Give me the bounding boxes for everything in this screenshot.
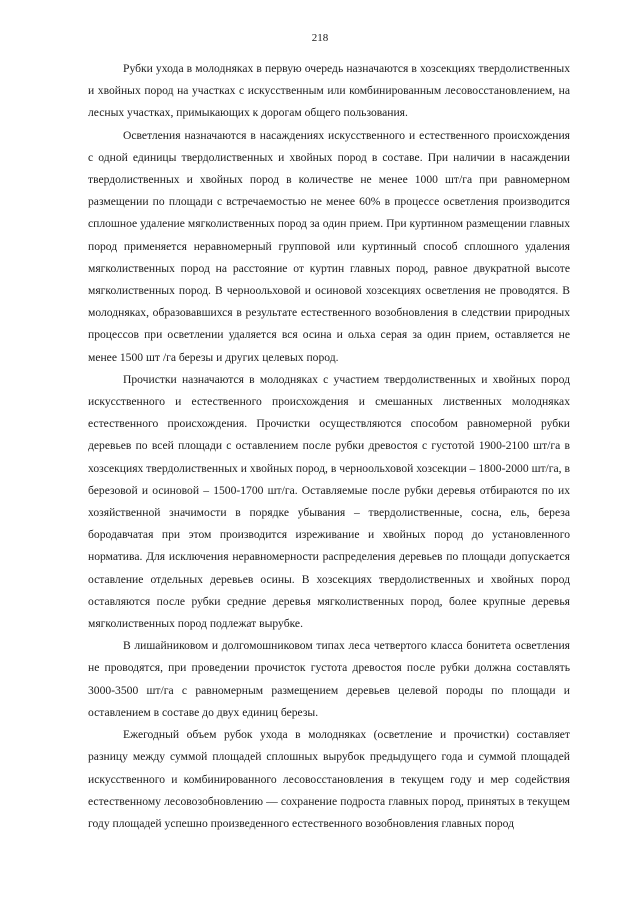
paragraph-2: Осветления назначаются в насаждениях искусственного и естественного происхождения с одной единицы твердолиственных и хвойных пород в составе. При наличии в насаждении твердолиственных и хвойных пород в количестве не менее 1000 шт/га при равномерном размещении по площади с встречаемостью не менее 60% в процессе осветления производится сплошное удаление мягколиственных пород за один прием. При куртинном размещении главных пород применяется неравномерный групповой или куртинный способ сплошного удаления мягколиственных пород на расстояние от куртин главных пород, равное двукратной высоте мягколиственных пород. В черноольховой и осиновой хозсекциях осветления не проводятся. В молодняках, образовавшихся в результате естественного возобновления в следствии природных процессов при осветлении удаляется вся осина и ольха серая за один прием, оставляется не менее 1500 шт /га березы и других целевых пород. — [88, 128, 570, 364]
paragraph-3: Прочистки назначаются в молодняках с участием твердолиственных и хвойных пород искусственного и естественного происхождения и смешанных лиственных молодняках естественного происхождения. Прочистки осуществляются способом равномерной рубки деревьев по всей площади с оставлением после рубки древостоя с густотой 1900-2100 шт/га в хозсекциях твердолиственных и хвойных пород, в черноольховой хозсекции – 1800-2000 шт/га, в березовой и осиновой – 1500-1700 шт/га. Оставляемые после рубки деревья отбираются по их хозяйственной значимости в порядке убывания – твердолиственные, сосна, ель, береза бородавчатая при этом производится изреживание и хвойных пород до установленного норматива. Для исключения неравномерности распределения деревьев по площади допускается оставление отдельных деревьев осины. В хозсекциях твердолиственных и хвойных пород оставляются после рубки средние деревья мягколиственных пород, более крупные деревья мягколиственных пород подлежат вырубке. — [88, 372, 570, 631]
body-text — [88, 58, 570, 835]
paragraph-1: Рубки ухода в молодняках в первую очередь назначаются в хозсекциях твердолиственных и хвойных пород на участках с искусственным или комбинированным лесовосстановлением, на лесных участках, примыкающих к дорогам общего пользования. — [88, 62, 570, 120]
paragraph-4: В лишайниковом и долгомошниковом типах леса четвертого класса бонитета осветления не проводятся, при проведении прочисток густота древостоя после рубки должна составлять 3000-3500 шт/га с равномерным размещением деревьев целевой породы по площади и оставлением в составе до двух единиц березы. — [88, 639, 570, 719]
paragraph-5: Ежегодный объем рубок ухода в молодняках (осветление и прочистки) составляет разницу между суммой площадей сплошных вырубок предыдущего года и суммой площадей искусственного и комбинированного лесовосстановления в текущем году и мер содействия естественному лесовозобновлению — сохранение подроста главных пород, принятых в текущем году площадей успешно произведенного естественного возобновления главных пород — [88, 728, 570, 830]
page-number: 218 — [311, 32, 329, 44]
